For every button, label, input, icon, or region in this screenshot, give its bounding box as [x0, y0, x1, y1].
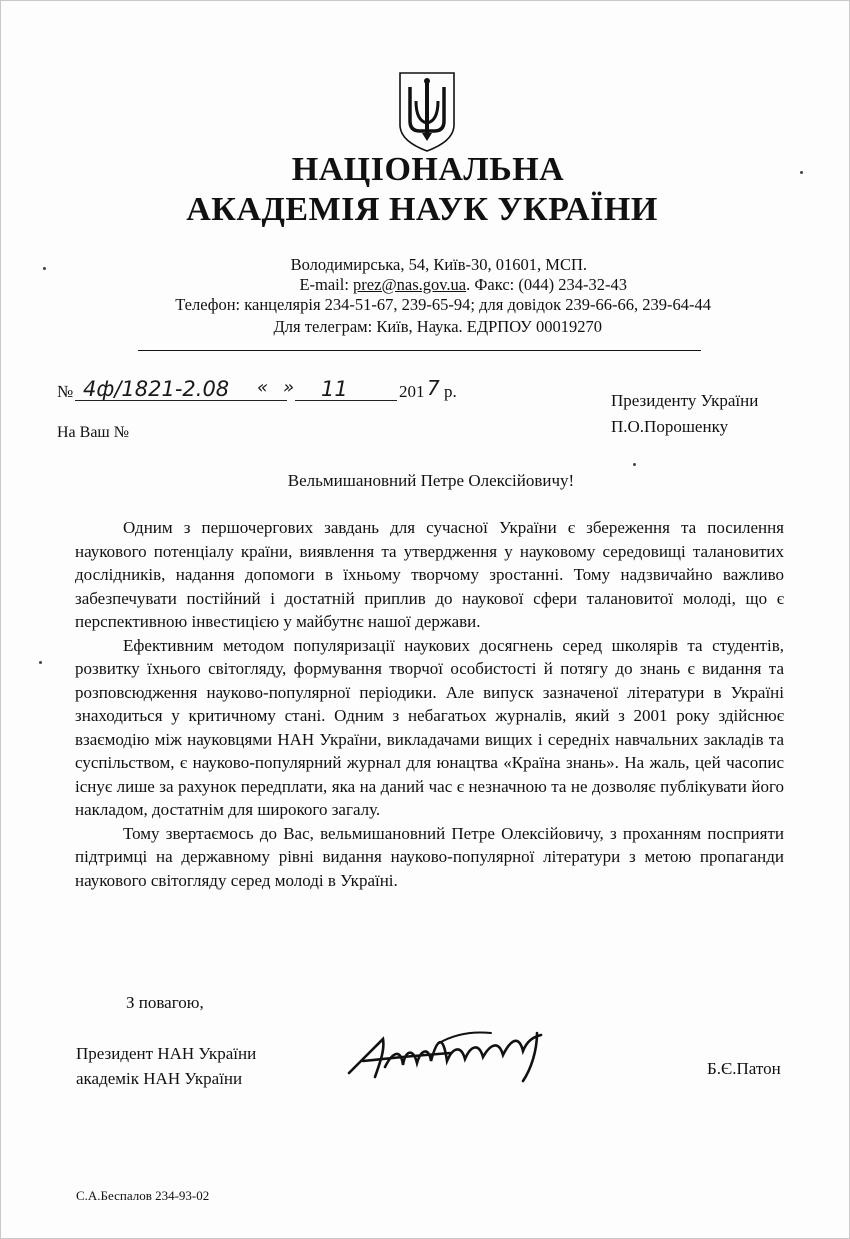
addressee-name: П.О.Порошенку	[611, 417, 729, 436]
addressee-title: Президенту України	[611, 391, 759, 410]
scan-speck	[800, 171, 803, 174]
year-suffix: р.	[444, 382, 457, 401]
registration-line	[57, 376, 457, 406]
org-name-line2: АКАДЕМІЯ НАУК УКРАЇНИ	[186, 191, 658, 228]
signatory-title-line2: академік НАН України	[76, 1069, 243, 1088]
registration-number-label: №	[57, 382, 74, 401]
body-paragraph-2: Ефективним методом популяризації наукових досягнень серед школярів та студентів, розвитку їхнього світогляду, формування творчої особистості й потягу до знань є видання та розповсюдження науково-популярної періодики. Але випуск зазначеної літератури в Україні знаходиться у критичному стані. Одним з небагатьох журналів, який з 2001 року здійснює взаємодію між науковцями НАН України, викладачами вищих і середніх навчальних закладів та суспільством, є науково-популярний журнал для юнацтва «Країна знань». На жаль, цей часопис існує лише за рахунок передплати, яка на даний час є незначною та не дозволяє публікувати його накладом, достатнім для широкого загалу.	[75, 635, 784, 819]
reference-number-label: На Ваш №	[57, 424, 130, 441]
org-name-line1: НАЦІОНАЛЬНА	[291, 151, 565, 188]
signatory-name: Б.Є.Патон	[707, 1059, 781, 1078]
signatory-title-line1: Президент НАН України	[76, 1044, 257, 1063]
year-prefix: 201	[399, 382, 425, 401]
date-open-quote: «	[257, 377, 269, 398]
letterhead-divider	[138, 350, 701, 351]
signature-image	[341, 1021, 571, 1091]
telegram-edrpou: Для телеграм: Київ, Наука. ЕДРПОУ 00019270	[273, 317, 602, 336]
scan-speck	[39, 661, 42, 664]
letter-body	[75, 516, 784, 892]
body-paragraph-3: Тому звертаємось до Вас, вельмишановний Петре Олексійовичу, з проханням посприяти підтримці на державному рівні видання науково-популярної літератури з метою пропаганди наукового світогляду серед молоді в Україні.	[75, 823, 784, 890]
scan-speck	[43, 267, 46, 270]
scan-speck	[633, 463, 636, 466]
salutation: Вельмишановний Петре Олексійовичу!	[287, 471, 575, 490]
trident-emblem-icon	[396, 71, 458, 153]
fax-text: . Факс: (044) 234-32-43	[466, 275, 627, 294]
executor-note: С.А.Беспалов 234-93-02	[76, 1188, 210, 1203]
closing-phrase: З повагою,	[126, 993, 204, 1012]
contact-email-fax	[299, 275, 627, 295]
phone-numbers: Телефон: канцелярія 234-51-67, 239-65-94; для довідок 239-66-66, 239-64-44	[175, 295, 711, 314]
date-close-quote: »	[283, 377, 295, 398]
email-label: E-mail:	[299, 275, 354, 294]
handwritten-registration-number: 4ф/1821-2.08	[83, 377, 230, 401]
body-paragraph-1: Одним з першочергових завдань для сучасної України є збереження та посилення наукового потенціалу країни, виявлення та утвердження у науковому середовищі талановитих дослідників, надання допомоги в їхньому творчому зростанні. Тому надзвичайно важливо забезпечувати постійний і достатній приплив до наукової сфери талановитої молоді, що є перспективною інвестицією у майбутнє нашої держави.	[75, 518, 784, 631]
handwritten-month: 11	[321, 377, 348, 401]
email-link[interactable]: prez@nas.gov.ua	[353, 275, 467, 294]
postal-address: Володимирська, 54, Київ-30, 01601, МСП.	[290, 255, 587, 274]
handwritten-year-digit: 7	[427, 376, 440, 400]
